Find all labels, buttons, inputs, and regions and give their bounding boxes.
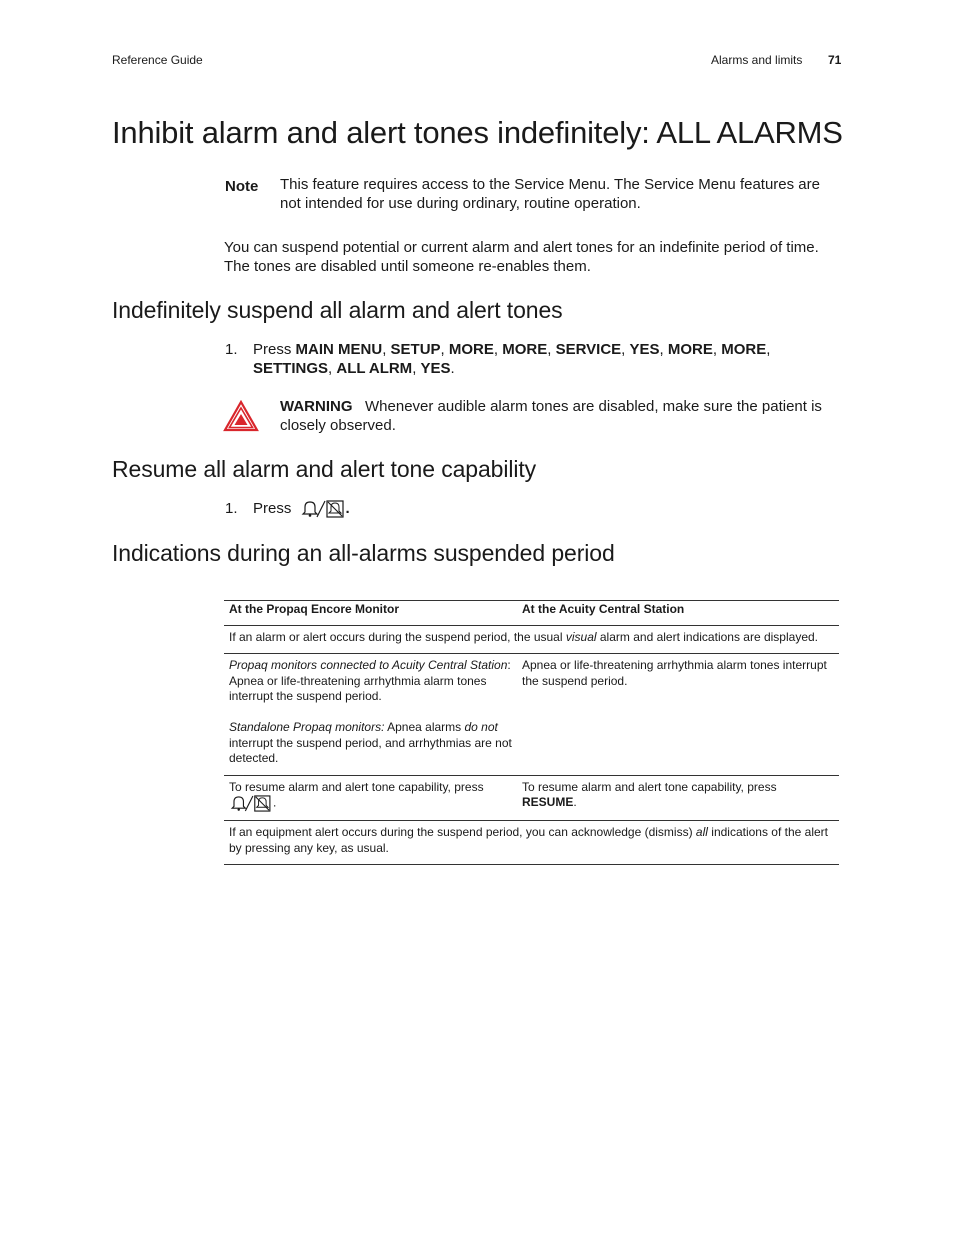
table-cell: To resume alarm and alert tone capability, press RESUME. (517, 775, 839, 821)
key-yes: YES (420, 360, 451, 377)
table-cell: If an alarm or alert occurs during the suspend period, the usual visual alarm and alert indications are displayed. (224, 625, 839, 654)
alarm-silence-icon (229, 795, 273, 812)
key-setup: SETUP (390, 341, 441, 358)
table-row (224, 775, 839, 821)
step-instruction: Press MAIN MENU, SETUP, MORE, MORE, SERVICE, YES, MORE, MORE, SETTINGS, ALL ALRM, YES. (253, 341, 771, 377)
table-cell: If an equipment alert occurs during the suspend period, you can acknowledge (dismiss) all indications of the alert by pressing any key, as usual. (224, 821, 839, 865)
page-title: Inhibit alarm and alert tones indefinitely: ALL ALARMS (112, 115, 843, 150)
table-row (224, 654, 839, 776)
section-heading-resume: Resume all alarm and alert tone capability (112, 456, 537, 482)
note-text: This feature requires access to the Service Menu. The Service Menu features are not intended for use during ordinary, routine operation. (280, 176, 820, 212)
indications-table (224, 600, 839, 865)
key-yes: YES (629, 341, 660, 358)
step-number: 1. (225, 341, 238, 358)
note-label: Note (225, 178, 259, 195)
press-label: Press (253, 500, 292, 517)
resume-step: Press . (253, 500, 350, 517)
running-header-left: Reference Guide (112, 53, 203, 67)
step-number: 1. (225, 500, 238, 517)
table-header-row (224, 601, 839, 626)
press-label: Press (253, 341, 292, 358)
table-header-monitor: At the Propaq Encore Monitor (224, 601, 517, 626)
table-cell: Apnea or life-threatening arrhythmia alarm tones interrupt the suspend period. (517, 654, 839, 776)
key-more: MORE (667, 341, 713, 358)
table-cell: Propaq monitors connected to Acuity Central Station: Apnea or life-threatening arrhythmia alarm tones interrupt the suspend period. Standalone Propaq monitors: Apnea alarms do not interrupt the suspend period, and arrhythmias are not detected. (224, 654, 517, 776)
alarm-silence-icon (300, 500, 346, 518)
section-heading-suspend: Indefinitely suspend all alarm and alert tones (112, 297, 563, 323)
warning-text: Whenever audible alarm tones are disabled, make sure the patient is closely observed. (280, 398, 822, 434)
page-number: 71 (828, 53, 842, 67)
section-heading-indications: Indications during an all-alarms suspended period (112, 540, 615, 566)
warning-triangle-icon (223, 400, 259, 432)
key-more: MORE (448, 341, 494, 358)
warning-label: WARNING (280, 398, 353, 415)
key-more: MORE (502, 341, 548, 358)
key-service: SERVICE (555, 341, 622, 358)
key-all-alrm: ALL ALRM (336, 360, 413, 377)
table-header-station: At the Acuity Central Station (517, 601, 839, 626)
key-settings: SETTINGS (253, 360, 329, 377)
warning-block (280, 397, 835, 435)
running-header-section: Alarms and limits (711, 53, 803, 67)
table-row (224, 625, 839, 654)
key-more: MORE (721, 341, 767, 358)
table-row (224, 821, 839, 865)
key-main-menu: MAIN MENU (295, 341, 383, 358)
intro-paragraph: You can suspend potential or current alarm and alert tones for an indefinite period of time. The tones are disabled until someone re-enables them. (224, 239, 819, 275)
table-cell: To resume alarm and alert tone capability, press . (224, 775, 517, 821)
